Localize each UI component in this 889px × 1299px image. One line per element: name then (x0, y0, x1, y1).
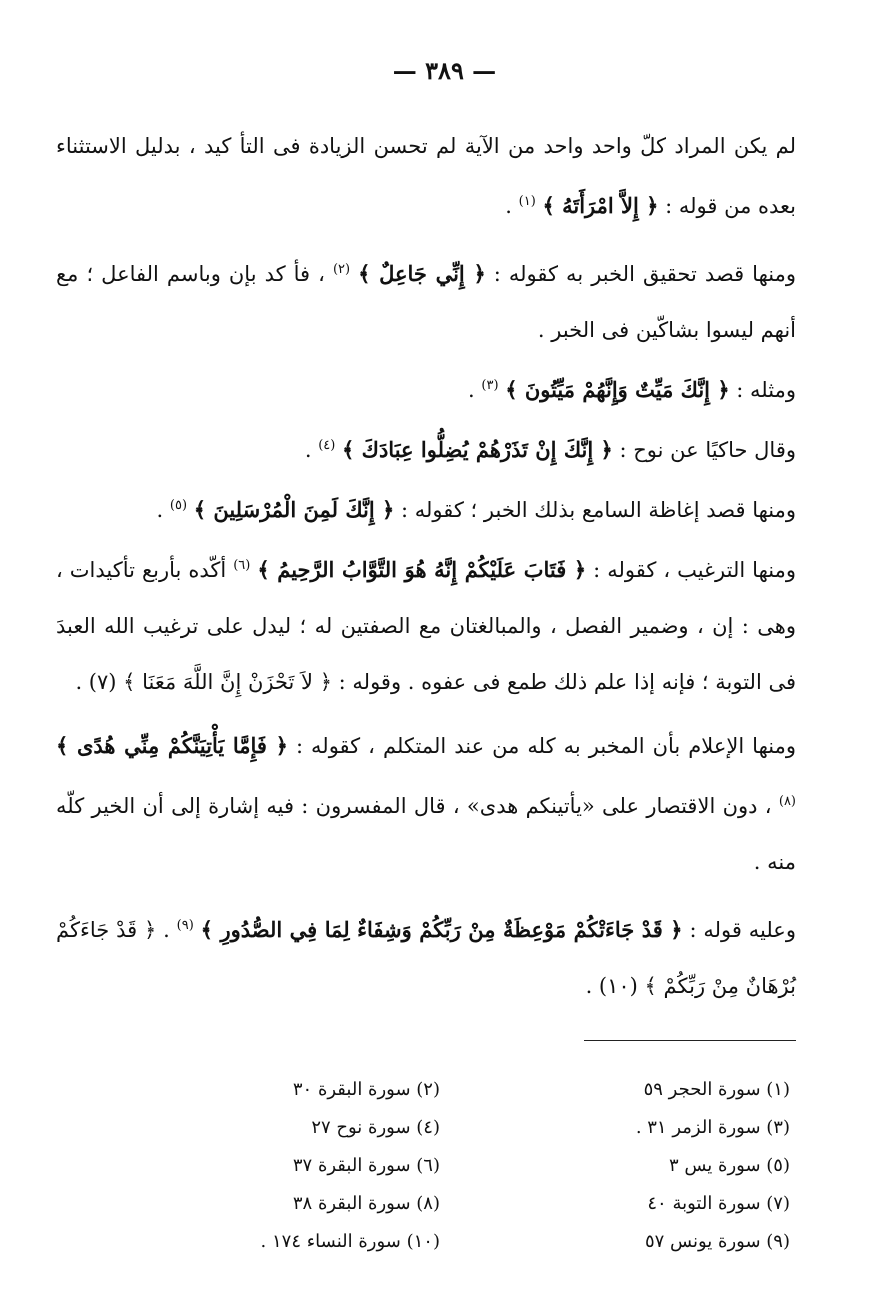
footnote-row (90, 1146, 790, 1184)
footnote: (٨) سورة البقرة ٣٨ (292, 1192, 440, 1214)
quran-quote: ﴿ إِنِّي جَاعِلٌ ﴾ (358, 261, 486, 286)
footnote-row (90, 1070, 790, 1108)
quran-quote: ﴿ فَإِمَّا يَأْتِيَنَّكُمْ مِنِّي هُدًى ﴾ (56, 733, 288, 758)
paragraph (56, 358, 796, 418)
paragraph-text: . ﴿ قَدْ جَاءَكُمْ بُرْهَانٌ مِنْ رَبِّكُمْ ﴾ (١٠) . (56, 918, 796, 998)
paragraph-text: وعليه قوله : (682, 918, 796, 942)
footnote: (١) سورة الحجر ٥٩ (643, 1078, 790, 1100)
paragraph-text: ومنها قصد تحقيق الخبر به كقوله : (485, 262, 796, 286)
paragraph-text: أكّده بأربع تأكيدات ، وهى : إن ، وضمير الفصل ، والمبالغتان مع الصفتين له ؛ ليدل على ترغيب الله العبدَ فى التوبة ؛ فإنه إذا علم ذلك طمع فى عفوه . وقوله : ﴿ لاَ تَحْزَنْ إِنَّ اللَّهَ مَعَنَا ﴾ (٧) . (56, 558, 796, 694)
paragraph-text: . (156, 498, 170, 522)
quran-quote: ﴿ قَدْ جَاءَتْكُمْ مَوْعِظَةٌ مِنْ رَبِّكُمْ وَشِفَاءٌ لِمَا فِي الصُّدُورِ ﴾ (200, 917, 683, 942)
page-number: — ٣٨٩ — (392, 56, 497, 85)
footnotes (90, 1070, 790, 1260)
footnote: (٩) سورة يونس ٥٧ (644, 1230, 790, 1252)
footnote-marker: (١) (518, 194, 536, 209)
paragraph-text: ، فأ كد بإن وباسم الفاعل ؛ مع أنهم ليسوا بشاكّين فى الخبر . (56, 262, 796, 342)
footnote-marker: (٥) (169, 498, 188, 513)
paragraph (56, 718, 796, 890)
footnote: (٦) سورة البقرة ٣٧ (292, 1154, 440, 1176)
paragraph (56, 118, 796, 234)
paragraph-text: . (304, 438, 319, 462)
paragraph (56, 478, 796, 538)
quran-quote: ﴿ إِلاَّ امْرَأَتَهُ ﴾ (542, 193, 659, 218)
footnote-marker: (٤) (318, 438, 336, 453)
main-text (56, 118, 796, 1014)
footnote-marker: (٦) (233, 558, 251, 573)
paragraph-text: لم يكن المراد كلّ واحد واحد من الآية لم تحسن الزيادة فى التأ كيد ، بدليل الاستثناء بعده من قوله : (56, 134, 796, 218)
paragraph-text: وقال حاكيًا عن نوح : (612, 438, 796, 462)
footnote-marker: (٢) (332, 262, 351, 277)
paragraph-text: ومنها الإعلام بأن المخبر به كله من عند المتكلم ، كقوله : (287, 734, 796, 758)
footnote: (٧) سورة التوبة ٤٠ (647, 1192, 790, 1214)
footnote-marker: (٨) (778, 794, 796, 809)
footnote: (٥) سورة يس ٣ (668, 1154, 790, 1176)
paragraph-text: ، دون الاقتصار على «يأتينكم هدى» ، قال المفسرون : فيه إشارة إلى أن الخير كلّه منه . (56, 794, 796, 874)
paragraph-text: ومنها قصد إغاظة السامع بذلك الخبر ؛ كقوله : (394, 498, 796, 522)
footnote: (١٠) سورة النساء ١٧٤ . (260, 1230, 440, 1252)
paragraph (56, 538, 796, 710)
footnote-marker: (٣) (481, 378, 499, 393)
quran-quote: ﴿ إِنَّكَ مَيِّتٌ وَإِنَّهُمْ مَيِّتُونَ ﴾ (505, 377, 730, 402)
footnote: (٤) سورة نوح ٢٧ (311, 1116, 440, 1138)
footnote-divider (584, 1040, 796, 1041)
paragraph-text: ومنها الترغيب ، كقوله : (586, 558, 796, 582)
footnote: (٣) سورة الزمر ٣١ . (635, 1116, 790, 1138)
footnote-row (90, 1108, 790, 1146)
paragraph (56, 898, 796, 1014)
footnote: (٢) سورة البقرة ٣٠ (292, 1078, 440, 1100)
footnote-row (90, 1222, 790, 1260)
paragraph (56, 242, 796, 358)
paragraph-text: ومثله : (729, 378, 796, 402)
quran-quote: ﴿ إِنَّكَ لَمِنَ الْمُرْسَلِينَ ﴾ (193, 497, 395, 522)
paragraph-text: . (468, 378, 482, 402)
paragraph (56, 418, 796, 478)
footnote-row (90, 1184, 790, 1222)
quran-quote: ﴿ إِنَّكَ إِنْ تَذَرْهُمْ يُضِلُّوا عِبَادَكَ ﴾ (342, 437, 613, 462)
paragraph-text: . (505, 194, 519, 218)
footnote-marker: (٩) (176, 918, 194, 933)
quran-quote: ﴿ فَتَابَ عَلَيْكُمْ إِنَّهُ هُوَ التَّوَّابُ الرَّحِيمُ ﴾ (257, 557, 587, 582)
